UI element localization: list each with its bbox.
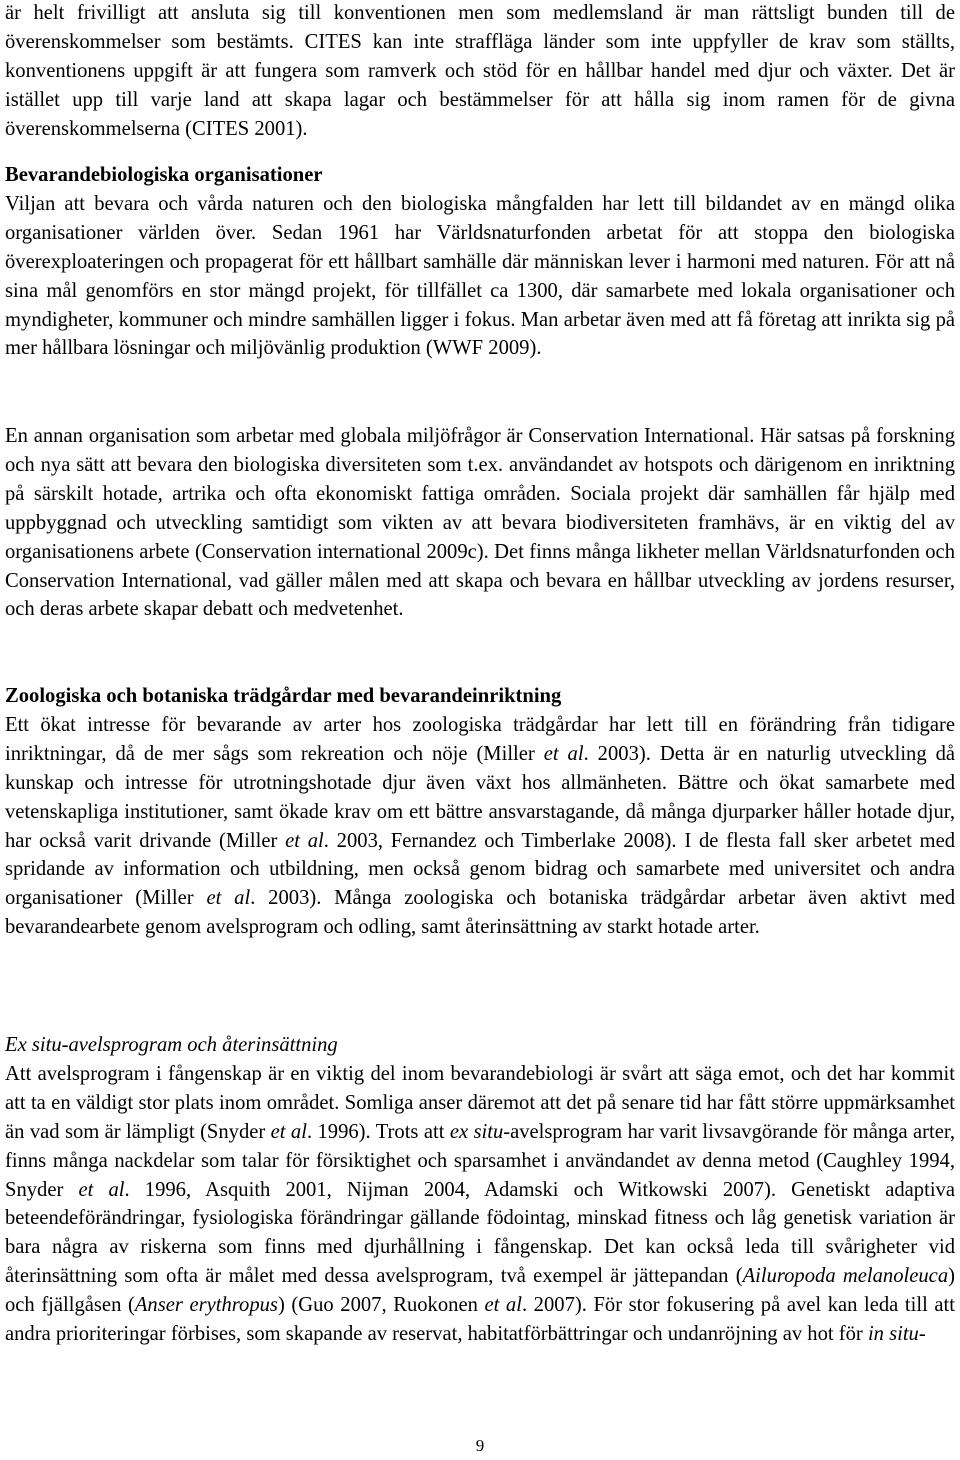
section-heading: Bevarandebiologiska organisationer: [5, 164, 323, 186]
zoos-section: [5, 682, 955, 942]
section-body: Ett ökat intresse för bevarande av arter hos zoologiska trädgårdar har lett till en förändring från tidigare inriktningar, då de mer sågs som rekreation och nöje (Miller et al. 2003). Detta är en naturlig utveckling då kunskap och intresse för utrotningshotade djur även växt hos allmänheten. Bättre och ökat samarbete med vetenskapliga institutioner, samt ökade krav om ett bättre ansvarstagande, då många djurparker håller hotade djur, har också varit drivande (Miller et al. 2003, Fernandez och Timberlake 2008). I de flesta fall sker arbetet med spridande av information och utbildning, men också genom bidrag och samarbete med universitet och andra organisationer (Miller et al. 2003). Många zoologiska och botaniska trädgårdar arbetar även aktivt med bevarandearbete genom avelsprogram och odling, samt återinsättning av starkt hotade arter.: [5, 713, 956, 939]
conservation-orgs-section: [5, 161, 955, 363]
section-body: Viljan att bevara och vårda naturen och den biologiska mångfalden har lett till bildandet av en mängd olika organisationer världen över. Sedan 1961 har Världsnaturfonden arbetat för att stoppa den biologiska överexploateringen och propagerat för ett hållbart samhälle där människan lever i harmoni med naturen. För att nå sina mål genomförs en stor mängd projekt, för tillfället ca 1300, där samarbete med lokala organisationer och myndigheter, kommuner och mindre samhällen ligger i fokus. Man arbetar även med att få företag att inrikta sig på mer hållbara lösningar och miljövänlig produktion (WWF 2009).: [5, 192, 955, 360]
section-heading: Ex situ-avelsprogram och återinsättning: [5, 1034, 338, 1056]
page-number: 9: [475, 1436, 485, 1455]
conservation-international-paragraph: En annan organisation som arbetar med globala miljöfrågor är Conservation International. Här satsas på forskning och nya sätt att bevara den biologiska diversiteten som t.ex. användandet av hotspots och därigenom en inriktning på särskilt hotade, artrika och ofta ekonomiskt fattiga områden. Sociala projekt där samhällen får hjälp med uppbyggnad och utveckling samtidigt som vikten av att bevara biodiversiteten framhävs, är en viktig del av organisationens arbete (Conservation international 2009c). Det finns många likheter mellan Världsnaturfonden och Conservation International, vad gäller målen med att skapa och bevara en hållbar utveckling av jordens resurser, och deras arbete skapar debatt och medvetenhet.: [5, 425, 955, 621]
ex-situ-section: [5, 1031, 955, 1349]
intro-paragraph: är helt frivilligt att ansluta sig till konventionen men som medlemsland är man rättsligt bunden till de överenskommelser som bestämts. CITES kan inte straffläga länder som inte uppfyller de krav som ställts, konventionens uppgift är att fungera som ramverk och stöd för en hållbar handel med djur och växter. Det är istället upp till varje land att skapa lagar och bestämmelser för att hålla sig inom ramen för de givna överenskommelserna (CITES 2001).: [5, 2, 955, 140]
section-body: Att avelsprogram i fångenskap är en viktig del inom bevarandebiologi är svårt att säga emot, och det har kommit att ta en väldigt stor plats inom området. Somliga anser däremot att det på senare tid har fått större uppmärksamhet än vad som är lämpligt (Snyder et al. 1996). Trots att ex situ-avelsprogram har varit livsavgörande för många arter, finns många nackdelar som talar för försiktighet och sparsamhet i användandet av denna metod (Caughley 1994, Snyder et al. 1996, Asquith 2001, Nijman 2004, Adamski och Witkowski 2007). Genetiskt adaptiva beteendeförändringar, fysiologiska förändringar gällande födointag, minskad fitness och låg genetisk variation är bara några av riskerna som finns med djurhållning i fångenskap. Det kan också leda till svårigheter vid återinsättning som ofta är målet med dessa avelsprogram, två exempel är jättepandan (Ailuropoda melanoleuca) och fjällgåsen (Anser erythropus) (Guo 2007, Ruokonen et al. 2007). För stor fokusering på avel kan leda till att andra prioriteringar förbises, som skapande av reservat, habitatförbättringar och undanröjning av hot för in situ-: [5, 1062, 956, 1346]
section-heading: Zoologiska och botaniska trädgårdar med bevarandeinriktning: [5, 685, 562, 707]
